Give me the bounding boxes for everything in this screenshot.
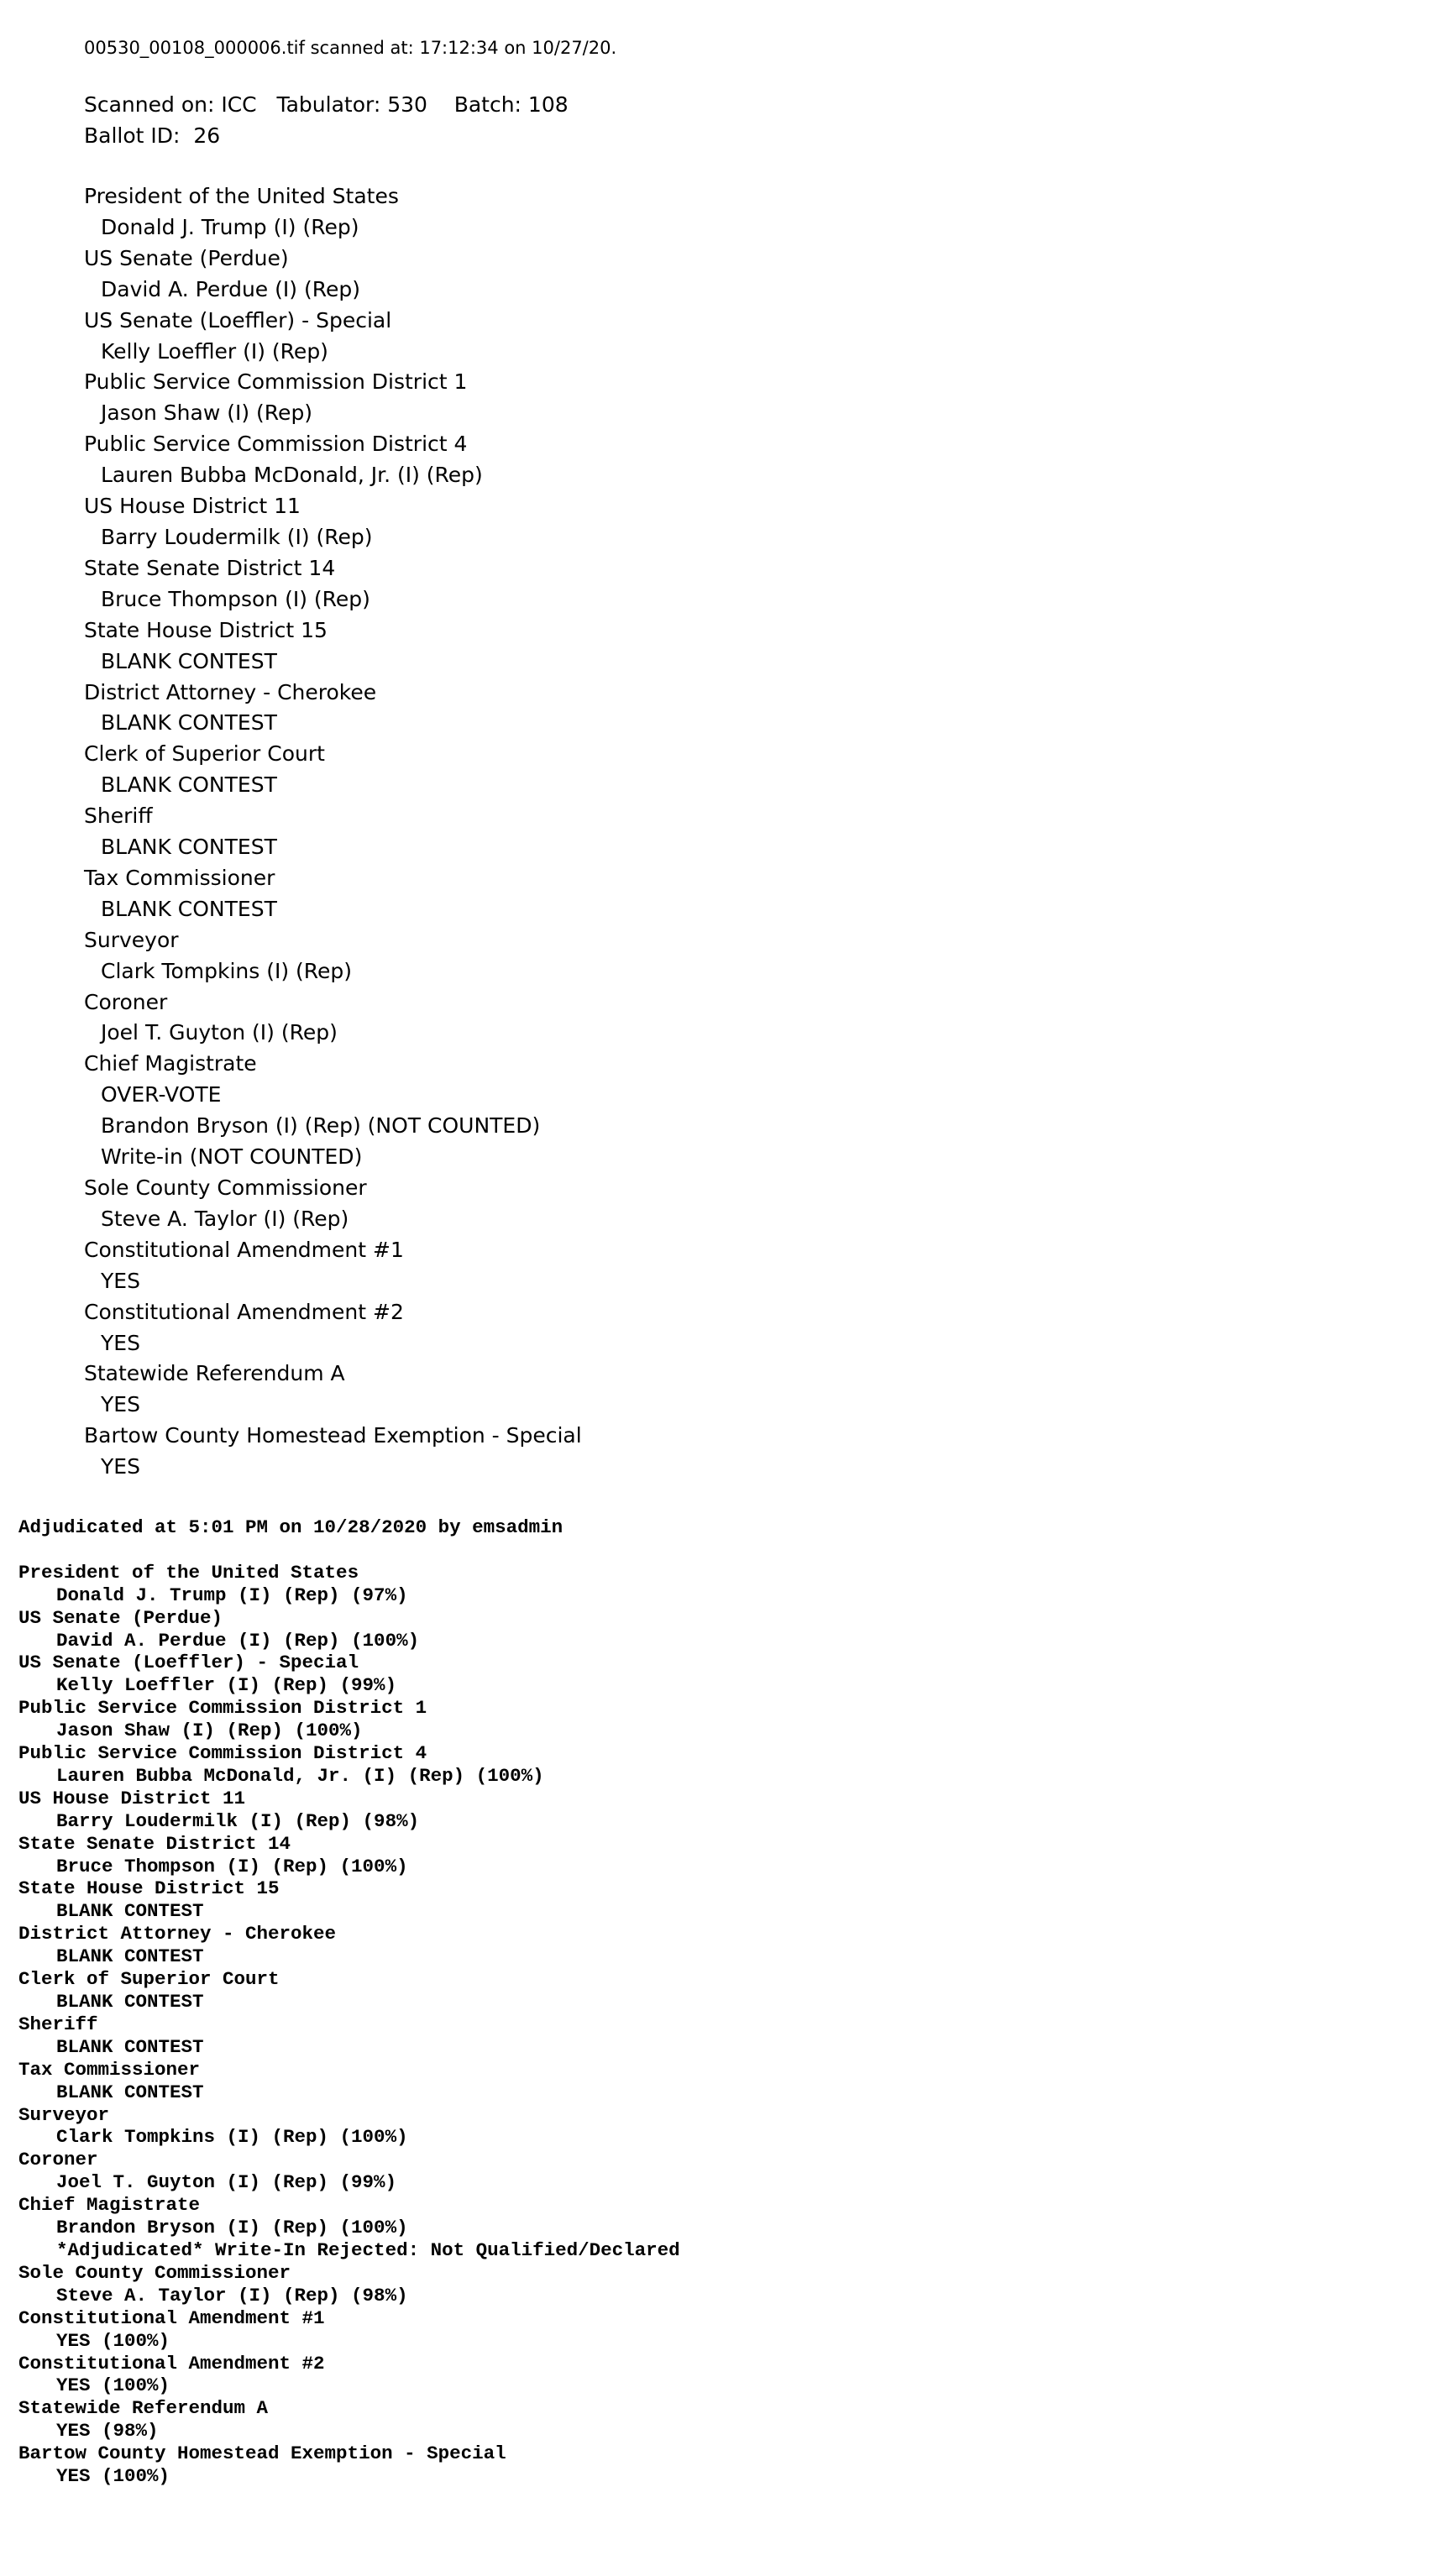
scan-contest-title: Constitutional Amendment #1: [84, 1237, 404, 1262]
adjudication-contest-choice: Clark Tompkins (I) (Rep) (100%): [56, 2126, 408, 2149]
adjudication-contest-title: Tax Commissioner: [18, 2058, 201, 2081]
adjudication-contest-choice: YES (100%): [56, 2374, 170, 2397]
adjudication-contest-choice: Kelly Loeffler (I) (Rep) (99%): [56, 1674, 397, 1697]
scan-contest-title: Public Service Commission District 1: [84, 369, 468, 395]
scan-contest-title: US Senate (Perdue): [84, 245, 289, 270]
scan-header: 00530_00108_000006.tif scanned at: 17:12:34 on 10/27/20.: [84, 38, 617, 58]
scan-contest-choice: Kelly Loeffler (I) (Rep): [101, 338, 328, 364]
scan-contest-title: Surveyor: [84, 927, 179, 952]
scan-contest-choice: BLANK CONTEST: [101, 772, 277, 798]
scan-contest-title: State House District 15: [84, 617, 328, 642]
adjudication-contest-title: US Senate (Perdue): [18, 1606, 223, 1629]
adjudication-contest-choice: Jason Shaw (I) (Rep) (100%): [56, 1720, 363, 1742]
scan-contest-choice: Barry Loudermilk (I) (Rep): [101, 524, 373, 549]
scan-contest-choice: Lauren Bubba McDonald, Jr. (I) (Rep): [101, 463, 483, 488]
scan-contest-choice: Write-in (NOT COUNTED): [101, 1144, 363, 1170]
adjudication-contest-title: US Senate (Loeffler) - Special: [18, 1652, 359, 1674]
adjudication-section: [18, 1516, 1362, 2488]
scan-contest-title: Bartow County Homestead Exemption - Special: [84, 1423, 582, 1448]
scan-contest-title: Chief Magistrate: [84, 1051, 257, 1076]
adjudication-contest-title: Constitutional Amendment #1: [18, 2306, 325, 2329]
scan-contest-title: Coroner: [84, 989, 168, 1014]
scan-contest-choice: BLANK CONTEST: [101, 710, 277, 736]
scan-contest-choice: BLANK CONTEST: [101, 648, 277, 673]
adjudication-contest-title: Bartow County Homestead Exemption - Special: [18, 2442, 506, 2465]
scan-contest-choice: BLANK CONTEST: [101, 896, 277, 921]
scan-section: [84, 35, 1260, 1483]
scan-contest-choice: Jason Shaw (I) (Rep): [101, 401, 313, 426]
scan-contest-title: Constitutional Amendment #2: [84, 1299, 404, 1324]
adjudication-contest-choice: BLANK CONTEST: [56, 2081, 204, 2103]
scan-contest-choice: David A. Perdue (I) (Rep): [101, 276, 360, 301]
scan-contest-choice: YES: [101, 1330, 140, 1355]
scan-contest-title: US Senate (Loeffler) - Special: [84, 307, 392, 332]
adjudication-contest-choice: Steve A. Taylor (I) (Rep) (98%): [56, 2284, 408, 2306]
scan-contest-choice: Joel T. Guyton (I) (Rep): [101, 1020, 338, 1045]
adjudication-contest-choice: David A. Perdue (I) (Rep) (100%): [56, 1629, 420, 1652]
scanned-on-line: Scanned on: ICC Tabulator: 530 Batch: 108: [84, 92, 569, 117]
scan-contest-choice: Bruce Thompson (I) (Rep): [101, 586, 370, 611]
scan-contest-choice: Steve A. Taylor (I) (Rep): [101, 1206, 349, 1231]
scan-contest-choice: Clark Tompkins (I) (Rep): [101, 958, 353, 983]
scan-meta: [84, 89, 1260, 151]
adjudication-contest-title: Chief Magistrate: [18, 2194, 201, 2217]
adjudication-contest-title: Sole County Commissioner: [18, 2261, 291, 2284]
adjudication-contest-title: President of the United States: [18, 1561, 359, 1584]
adjudication-header: Adjudicated at 5:01 PM on 10/28/2020 by emsadmin: [18, 1516, 563, 1538]
scan-contest-title: Clerk of Superior Court: [84, 741, 325, 767]
adjudication-contest-choice: YES (98%): [56, 2420, 159, 2442]
scan-contest-choice: OVER-VOTE: [101, 1082, 222, 1107]
scan-contest-choice: YES: [101, 1392, 140, 1417]
adjudication-contest-title: Coroner: [18, 2149, 98, 2171]
scan-contest-choice: BLANK CONTEST: [101, 835, 277, 860]
adjudication-contest-choice: BLANK CONTEST: [56, 1945, 204, 1968]
adjudication-contest-choice: Bruce Thompson (I) (Rep) (100%): [56, 1855, 408, 1877]
scan-contest-title: State Senate District 14: [84, 555, 336, 580]
adjudication-contest-title: State Senate District 14: [18, 1832, 291, 1855]
adjudication-contest-title: Clerk of Superior Court: [18, 1968, 280, 1991]
scan-contest-title: District Attorney - Cherokee: [84, 679, 377, 704]
adjudication-contest-title: Public Service Commission District 1: [18, 1697, 427, 1720]
scan-contest-title: President of the United States: [84, 184, 399, 208]
scan-contest-title: Sheriff: [84, 804, 153, 829]
adjudication-contest-choice: Brandon Bryson (I) (Rep) (100%): [56, 2217, 408, 2239]
scan-contest-title: Public Service Commission District 4: [84, 432, 468, 457]
adjudication-contest-title: Statewide Referendum A: [18, 2397, 269, 2420]
adjudication-contest-choice: *Adjudicated* Write-In Rejected: Not Qualified/Declared: [56, 2238, 680, 2261]
scan-contest-title: Tax Commissioner: [84, 865, 275, 890]
adjudication-contest-choice: BLANK CONTEST: [56, 1900, 204, 1923]
adjudication-contest-title: Sheriff: [18, 2013, 98, 2035]
scan-contest-list: [84, 181, 1260, 1483]
adjudication-contest-choice: Donald J. Trump (I) (Rep) (97%): [56, 1584, 408, 1606]
scan-contest-title: Sole County Commissioner: [84, 1175, 367, 1200]
ballot-id-line: Ballot ID: 26: [84, 123, 221, 148]
adjudication-contest-choice: BLANK CONTEST: [56, 2035, 204, 2058]
scan-contest-choice: YES: [101, 1268, 140, 1293]
adjudication-contest-list: [18, 1562, 1362, 2488]
adjudication-contest-title: Constitutional Amendment #2: [18, 2352, 325, 2374]
adjudication-contest-choice: Joel T. Guyton (I) (Rep) (99%): [56, 2171, 397, 2194]
adjudication-contest-title: District Attorney - Cherokee: [18, 1923, 337, 1945]
adjudication-contest-choice: Barry Loudermilk (I) (Rep) (98%): [56, 1809, 420, 1832]
adjudication-contest-choice: Lauren Bubba McDonald, Jr. (I) (Rep) (100%): [56, 1764, 544, 1787]
scan-contest-choice: Brandon Bryson (I) (Rep) (NOT COUNTED): [101, 1113, 541, 1139]
scan-contest-title: US House District 11: [84, 494, 301, 519]
adjudication-contest-choice: BLANK CONTEST: [56, 1991, 204, 2013]
adjudication-contest-title: Public Service Commission District 4: [18, 1742, 427, 1765]
adjudication-contest-title: US House District 11: [18, 1787, 246, 1809]
scan-contest-choice: YES: [101, 1454, 140, 1479]
scan-contest-choice: Donald J. Trump (I) (Rep): [101, 214, 359, 239]
adjudication-contest-choice: YES (100%): [56, 2329, 170, 2352]
adjudication-contest-choice: YES (100%): [56, 2465, 170, 2488]
adjudication-contest-title: State House District 15: [18, 1877, 280, 1900]
adjudication-contest-title: Surveyor: [18, 2103, 110, 2126]
scan-contest-title: Statewide Referendum A: [84, 1361, 345, 1386]
